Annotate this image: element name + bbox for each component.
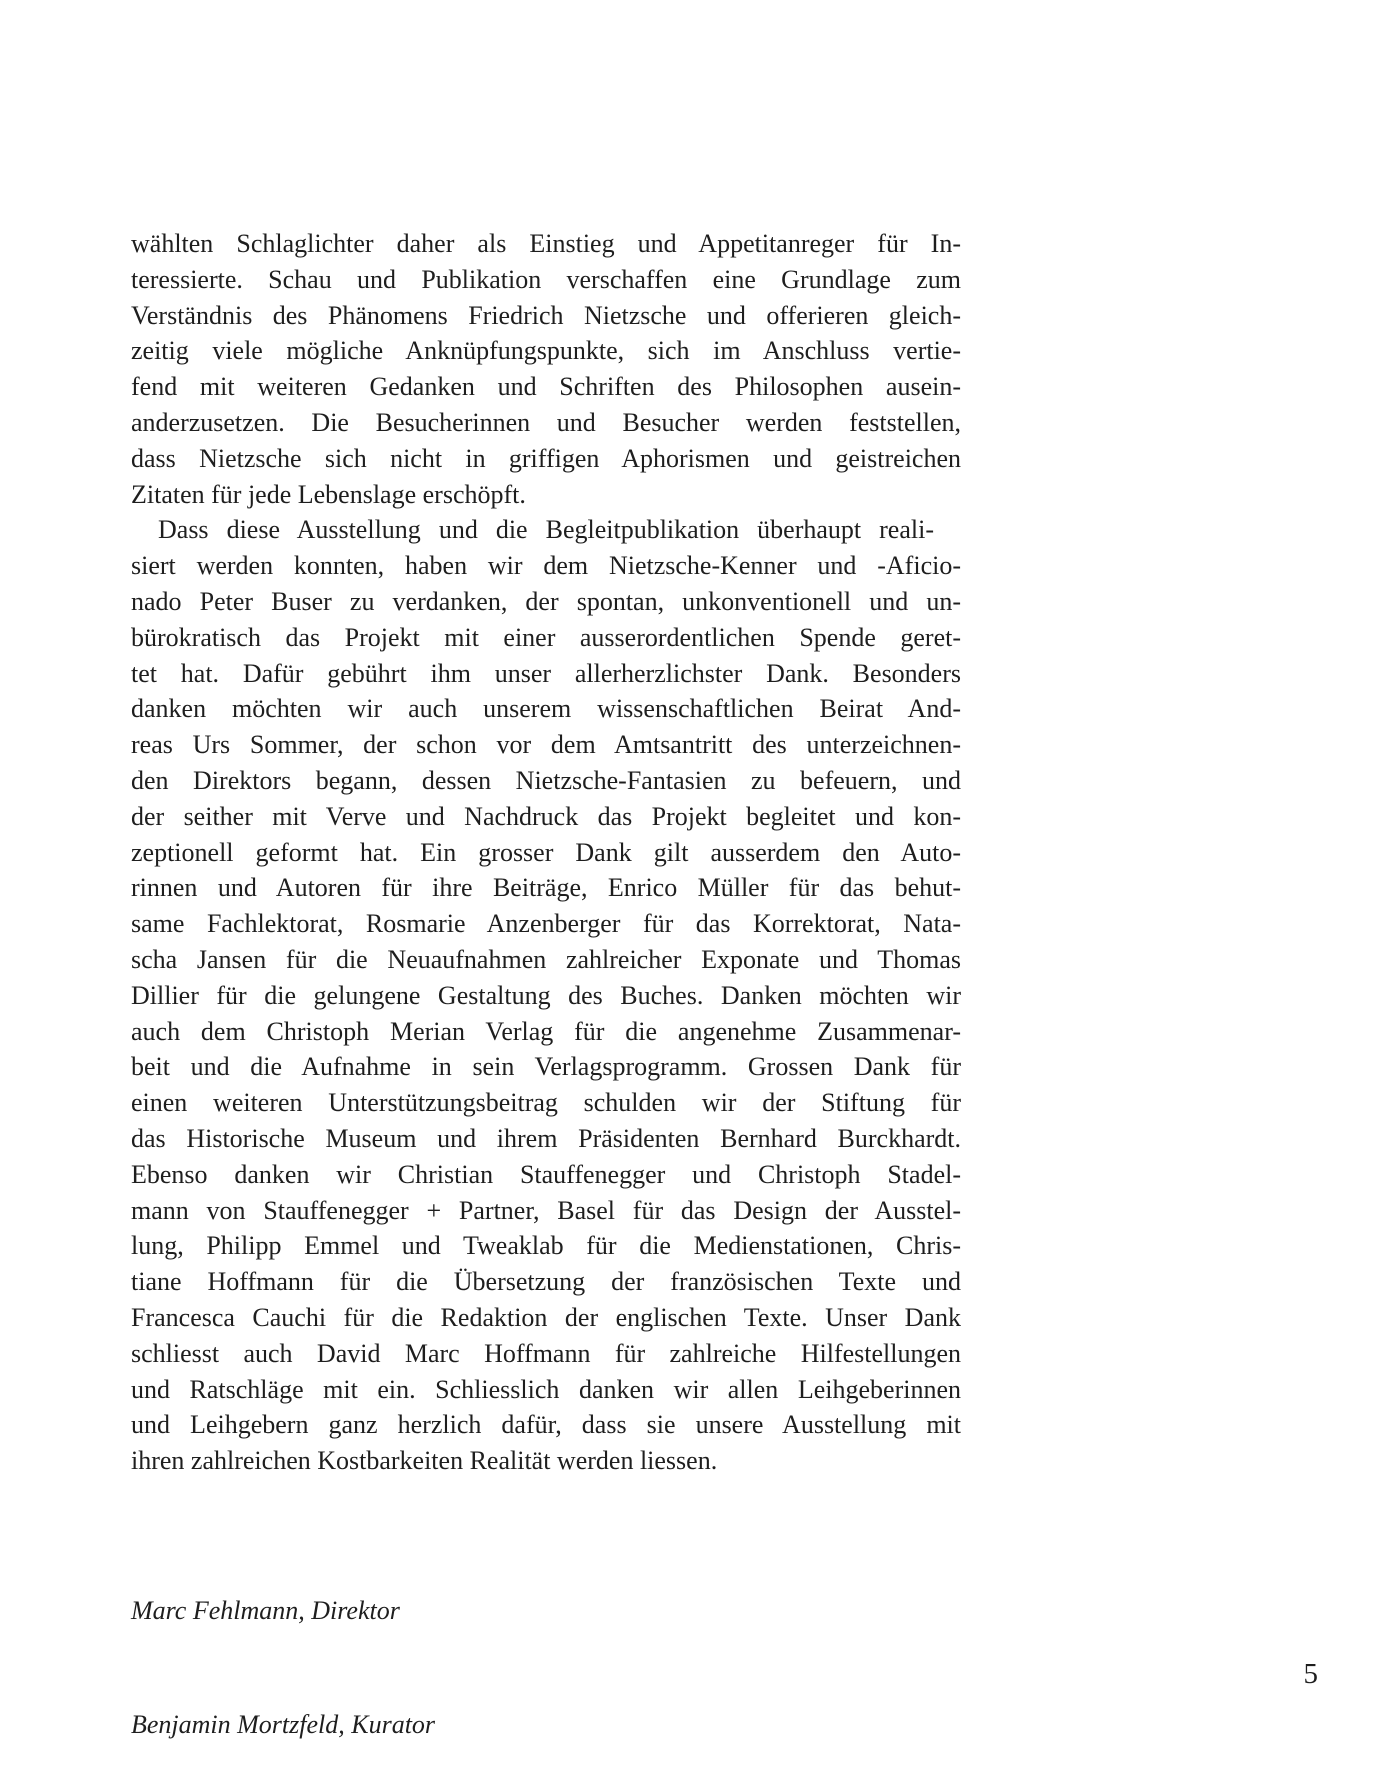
text-line: der seither mit Verve und Nachdruck das Projekt begleitet und kon- [131,801,961,831]
text-line: ihren zahlreichen Kostbarkeiten Realität werden liessen. [131,1446,718,1476]
body-text [131,226,961,1479]
signature-block [131,1516,435,1769]
text-line: fend mit weiteren Gedanken und Schriften des Philosophen ausein- [131,372,961,402]
text-line: auch dem Christoph Merian Verlag für die angenehme Zusammenar- [131,1016,961,1046]
page-number: 5 [1303,1658,1318,1690]
text-line: und Ratschläge mit ein. Schliesslich danken wir allen Leihgeberinnen [131,1374,961,1404]
text-line: rinnen und Autoren für ihre Beiträge, Enrico Müller für das behut- [131,873,961,903]
text-line: anderzusetzen. Die Besucherinnen und Besucher werden feststellen, [131,407,961,437]
text-line: beit und die Aufnahme in sein Verlagsprogramm. Grossen Dank für [131,1052,961,1082]
text-line: same Fachlektorat, Rosmarie Anzenberger für das Korrektorat, Nata- [131,909,961,939]
text-line: den Direktors begann, dessen Nietzsche-Fantasien zu befeuern, und [131,765,961,795]
text-line: einen weiteren Unterstützungsbeitrag schulden wir der Stiftung für [131,1088,961,1118]
text-line: nado Peter Buser zu verdanken, der spontan, unkonventionell und un- [131,586,961,616]
text-line: Francesca Cauchi für die Redaktion der englischen Texte. Unser Dank [131,1302,961,1332]
text-line: tiane Hoffmann für die Übersetzung der französischen Texte und [131,1267,961,1297]
text-line: scha Jansen für die Neuaufnahmen zahlreicher Exponate und Thomas [131,944,961,974]
text-line: tet hat. Dafür gebührt ihm unser allerherzlichster Dank. Besonders [131,658,961,688]
signature-curator: Benjamin Mortzfeld, Kurator [131,1710,436,1739]
text-line: schliesst auch David Marc Hoffmann für zahlreiche Hilfestellungen [131,1338,961,1368]
text-line: das Historische Museum und ihrem Präsidenten Bernhard Burckhardt. [131,1123,961,1153]
text-line: Verständnis des Phänomens Friedrich Nietzsche und offerieren gleich- [131,300,961,330]
text-line: Ebenso danken wir Christian Stauffenegger und Christoph Stadel- [131,1159,961,1189]
text-line: lung, Philipp Emmel und Tweaklab für die Medienstationen, Chris- [131,1231,961,1261]
text-line: Dillier für die gelungene Gestaltung des Buches. Danken möchten wir [131,980,961,1010]
text-line: reas Urs Sommer, der schon vor dem Amtsantritt des unterzeichnen- [131,730,961,760]
text-line: und Leihgebern ganz herzlich dafür, dass sie unsere Ausstellung mit [131,1410,961,1440]
text-line: siert werden konnten, haben wir dem Nietzsche-Kenner und -Aficio- [131,551,961,581]
text-line: mann von Stauffenegger + Partner, Basel für das Design der Ausstel- [131,1195,961,1225]
text-line: zeptionell geformt hat. Ein grosser Dank gilt ausserdem den Auto- [131,837,961,867]
text-line: wählten Schlaglichter daher als Einstieg und Appetitanreger für In- [131,229,961,258]
signature-director: Marc Fehlmann, Direktor [131,1596,400,1625]
text-line: Zitaten für jede Lebenslage erschöpft. [131,479,526,509]
text-line: dass Nietzsche sich nicht in griffigen Aphorismen und geistreichen [131,443,961,473]
text-line: bürokratisch das Projekt mit einer ausserordentlichen Spende geret- [131,622,961,652]
text-line: Dass diese Ausstellung und die Begleitpublikation überhaupt reali- [158,515,934,545]
text-line: danken möchten wir auch unserem wissenschaftlichen Beirat And- [131,694,961,724]
text-line: teressierte. Schau und Publikation verschaffen eine Grundlage zum [131,264,961,294]
text-line: zeitig viele mögliche Anknüpfungspunkte, sich im Anschluss vertie- [131,336,961,366]
